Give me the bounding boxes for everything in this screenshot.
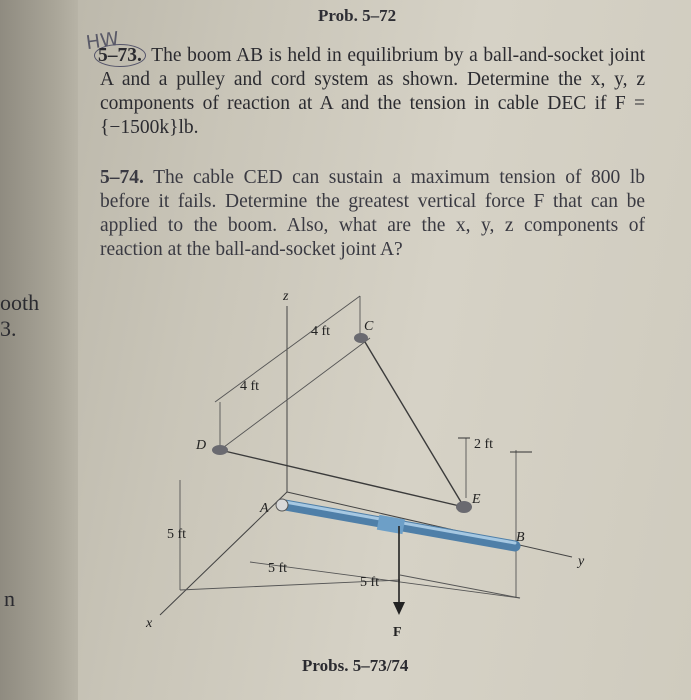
pulley-c — [354, 333, 368, 343]
problem-number-74: 5–74. — [100, 167, 144, 188]
axis-z-label: z — [283, 289, 289, 304]
ground-line-3 — [400, 575, 520, 598]
cable-de — [220, 450, 464, 507]
dim-5ft-bottom-1: 5 ft — [268, 561, 288, 576]
point-d-label: D — [196, 438, 207, 453]
dim-4ft-top: 4 ft — [311, 324, 331, 339]
margin-word-2: 3. — [0, 316, 17, 341]
dim-5ft-left: 5 ft — [167, 527, 187, 542]
y-axis-line — [287, 492, 572, 557]
dim-5ft-bottom-2: 5 ft — [360, 575, 380, 590]
problem-text-74: The cable CED can sustain a maximum tension of 800 lb before it fails. Determine the greatest vertical force F that can be applied to the boom. Also, what are the x, y, z components of reaction at the ball-and-socket joint A? — [100, 167, 645, 260]
axis-x-label: x — [146, 616, 153, 631]
force-arrow-head — [393, 602, 405, 615]
ball-socket-a — [276, 499, 288, 511]
dim-2ft: 2 ft — [474, 437, 494, 452]
point-c-label: C — [364, 319, 374, 334]
margin-word-1: ooth — [0, 290, 40, 315]
point-e-label: E — [472, 492, 481, 507]
problem-text-73: The boom AB is held in equilibrium by a ball-and-socket joint A and a pulley and cord system as shown. Determine the x, y, z components of reaction at A and the tension in cable DEC if F = {−1500k}lb. — [100, 45, 645, 138]
point-b-label: B — [516, 530, 525, 545]
wall-line-d — [220, 338, 370, 450]
dim-4ft-mid: 4 ft — [240, 379, 260, 394]
point-a-label: A — [260, 501, 269, 516]
figure-caption: Probs. 5–73/74 — [302, 656, 409, 675]
pulley-e — [456, 501, 472, 513]
pulley-d — [212, 445, 228, 455]
axis-y-label: y — [578, 554, 585, 569]
handwritten-note: HW — [84, 27, 121, 55]
ground-line-2 — [250, 562, 520, 598]
margin-word-3: n — [4, 586, 15, 611]
force-label: F — [393, 625, 402, 640]
problem-header: Prob. 5–72 — [318, 6, 397, 25]
problem-number-73: 5–73. — [94, 44, 146, 67]
cable-ec — [362, 337, 464, 507]
